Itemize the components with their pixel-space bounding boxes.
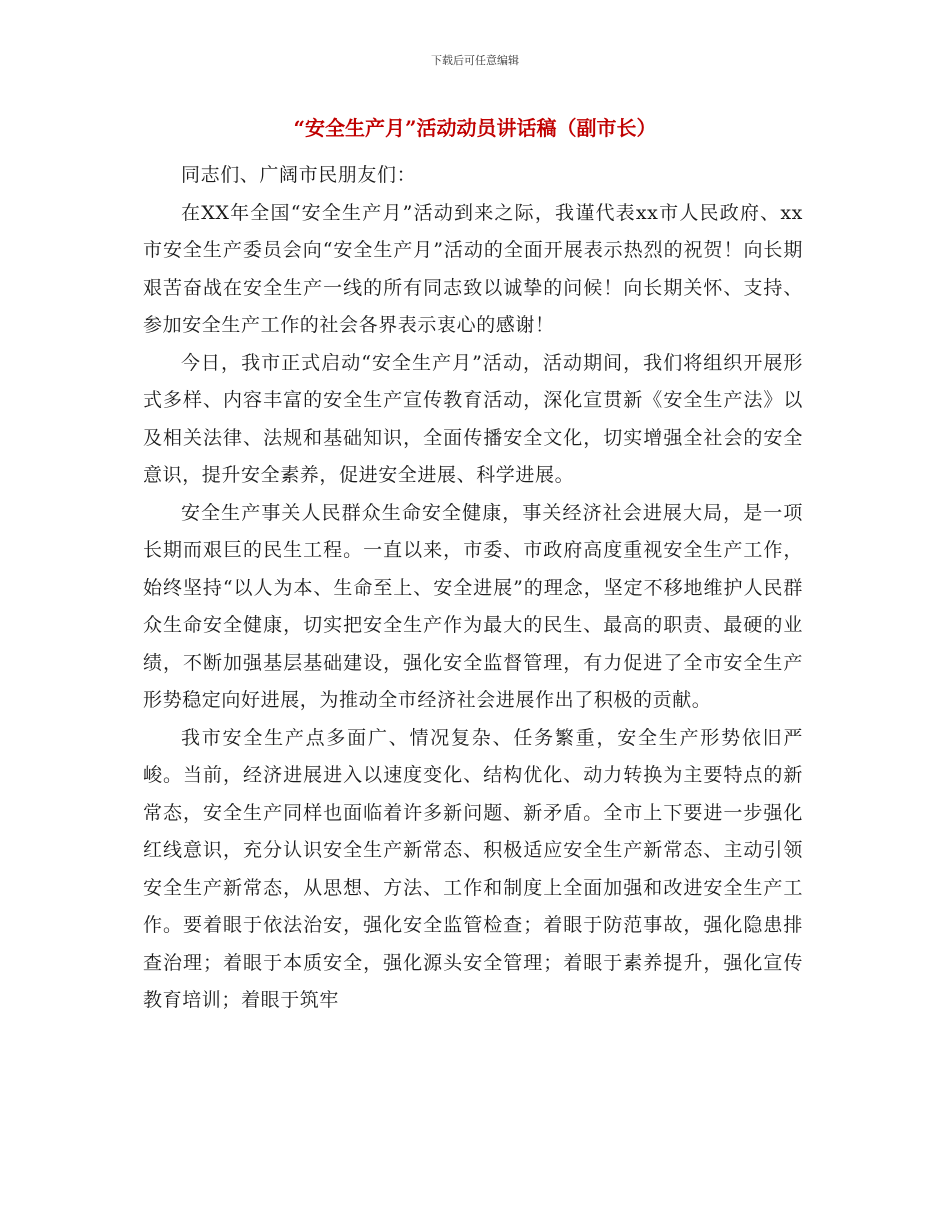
paragraph-2: 今日，我市正式启动“安全生产月”活动，活动期间，我们将组织开展形式多样、内容丰富的安全生产宣传教育活动，深化宣贯新《安全生产法》以及相关法律、法规和基础知识，全面传播安全文化，切实增强全社会的安全意识，提升安全素养，促进安全进展、科学进展。 <box>143 351 803 486</box>
paragraph-4: 我市安全生产点多面广、情况复杂、任务繁重，安全生产形势依旧严峻。当前，经济进展进入以速度变化、结构优化、动力转换为主要特点的新常态，安全生产同样也面临着许多新问题、新矛盾。全市上下要进一步强化红线意识，充分认识安全生产新常态、积极适应安全生产新常态、主动引领安全生产新常态，从思想、方法、工作和制度上全面加强和改进安全生产工作。要着眼于依法治安，强化安全监管检查；着眼于防范事故，强化隐患排查治理；着眼于本质安全，强化源头安全管理；着眼于素养提升，强化宣传教育培训；着眼于筑牢 <box>143 726 803 1011</box>
document-body <box>143 157 803 1020</box>
header-note: 下载后可任意编辑 <box>431 54 519 67</box>
paragraph-1: 在XX年全国“安全生产月”活动到来之际，我谨代表xx市人民政府、xx市安全生产委员会向“安全生产月”活动的全面开展表示热烈的祝贺！向长期艰苦奋战在安全生产一线的所有同志致以诚挚的问候！向长期关怀、支持、参加安全生产工作的社会各界表示衷心的感谢！ <box>143 201 803 336</box>
document-title: “安全生产月”活动动员讲话稿（副市长） <box>293 116 657 140</box>
salutation: 同志们、广阔市民朋友们： <box>181 164 417 186</box>
paragraph-3: 安全生产事关人民群众生命安全健康，事关经济社会进展大局，是一项长期而艰巨的民生工程。一直以来，市委、市政府高度重视安全生产工作，始终坚持“以人为本、生命至上、安全进展”的理念，坚定不移地维护人民群众生命安全健康，切实把安全生产作为最大的民生、最高的职责、最硬的业绩，不断加强基层基础建设，强化安全监督管理，有力促进了全市安全生产形势稳定向好进展，为推动全市经济社会进展作出了积极的贡献。 <box>143 501 803 711</box>
